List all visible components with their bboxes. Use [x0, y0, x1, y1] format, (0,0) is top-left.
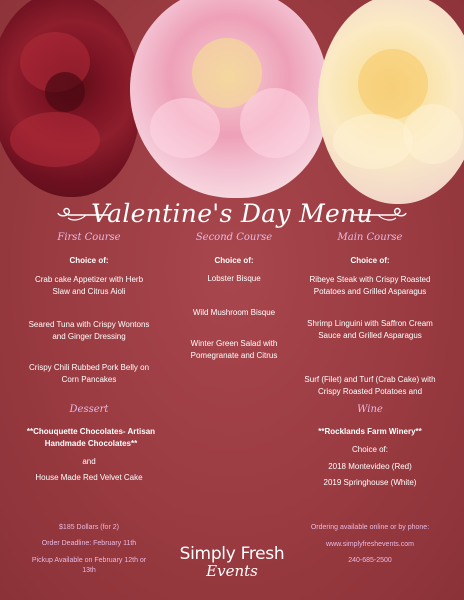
order-deadline-text: Order Deadline: February 11th [41, 540, 137, 547]
first-course-item-3: Crispy Chili Rubbed Pork Belly on Corn Pancakes [28, 363, 150, 384]
main-course-heading: Main Course [337, 232, 403, 243]
website-link[interactable]: www.simplyfreshevents.com [326, 541, 414, 548]
dessert-heading: Dessert [69, 404, 109, 415]
wine-heading: Wine [357, 404, 383, 415]
right-flourish-icon [352, 207, 408, 223]
pickup-text: Pickup Available on February 12th or 13th [31, 557, 147, 574]
second-course-choice: Choice of: [214, 256, 254, 265]
logo-line-2: Events [206, 562, 258, 580]
dessert-item-1: **Chouquette Chocolates- Artisan Handmade Chocolates** [26, 427, 156, 448]
wine-item-1: 2018 Montevideo (Red) [328, 462, 412, 471]
wine-choice: Choice of: [351, 445, 389, 454]
first-course-item-2: Seared Tuna with Crispy Wontons and Ginger Dressing [28, 320, 150, 341]
main-course-item-1: Ribeye Steak with Crispy Roasted Potatoes and Grilled Asparagus [309, 275, 431, 296]
ordering-info-text: Ordering available online or by phone: [310, 524, 430, 531]
phone-number[interactable]: 240-685-2500 [348, 557, 392, 564]
main-course-choice: Choice of: [350, 256, 390, 265]
main-course-item-2: Shrimp Linguini with Saffron Cream Sauce and Grilled Asparagus [307, 319, 433, 340]
second-course-heading: Second Course [195, 232, 273, 243]
dessert-and: and [82, 457, 96, 466]
cream-rose-image [318, 0, 464, 204]
simply-fresh-events-logo [168, 544, 296, 590]
second-course-item-1: Lobster Bisque [207, 274, 261, 283]
main-course-item-3: Surf (Filet) and Turf (Crab Cake) with Crispy Roasted Potatoes and [304, 375, 436, 396]
menu-title: Valentine's Day Menu [91, 199, 373, 228]
second-course-item-3: Winter Green Salad with Pomegranate and Citrus [190, 339, 278, 360]
red-rose-image [0, 0, 140, 197]
wine-item-2: 2019 Springhouse (White) [323, 478, 417, 487]
second-course-item-2: Wild Mushroom Bisque [192, 308, 276, 317]
wine-winery: **Rocklands Farm Winery** [318, 427, 422, 436]
first-course-item-1: Crab cake Appetizer with Herb Slaw and Citrus Aioli [34, 275, 144, 296]
pink-rose-image [130, 0, 328, 198]
first-course-choice: Choice of: [69, 256, 109, 265]
price-text: $185 Dollars (for 2) [59, 524, 119, 531]
logo-line-1: Simply Fresh [179, 544, 285, 564]
dessert-item-2: House Made Red Velvet Cake [35, 473, 143, 482]
first-course-heading: First Course [57, 232, 121, 243]
